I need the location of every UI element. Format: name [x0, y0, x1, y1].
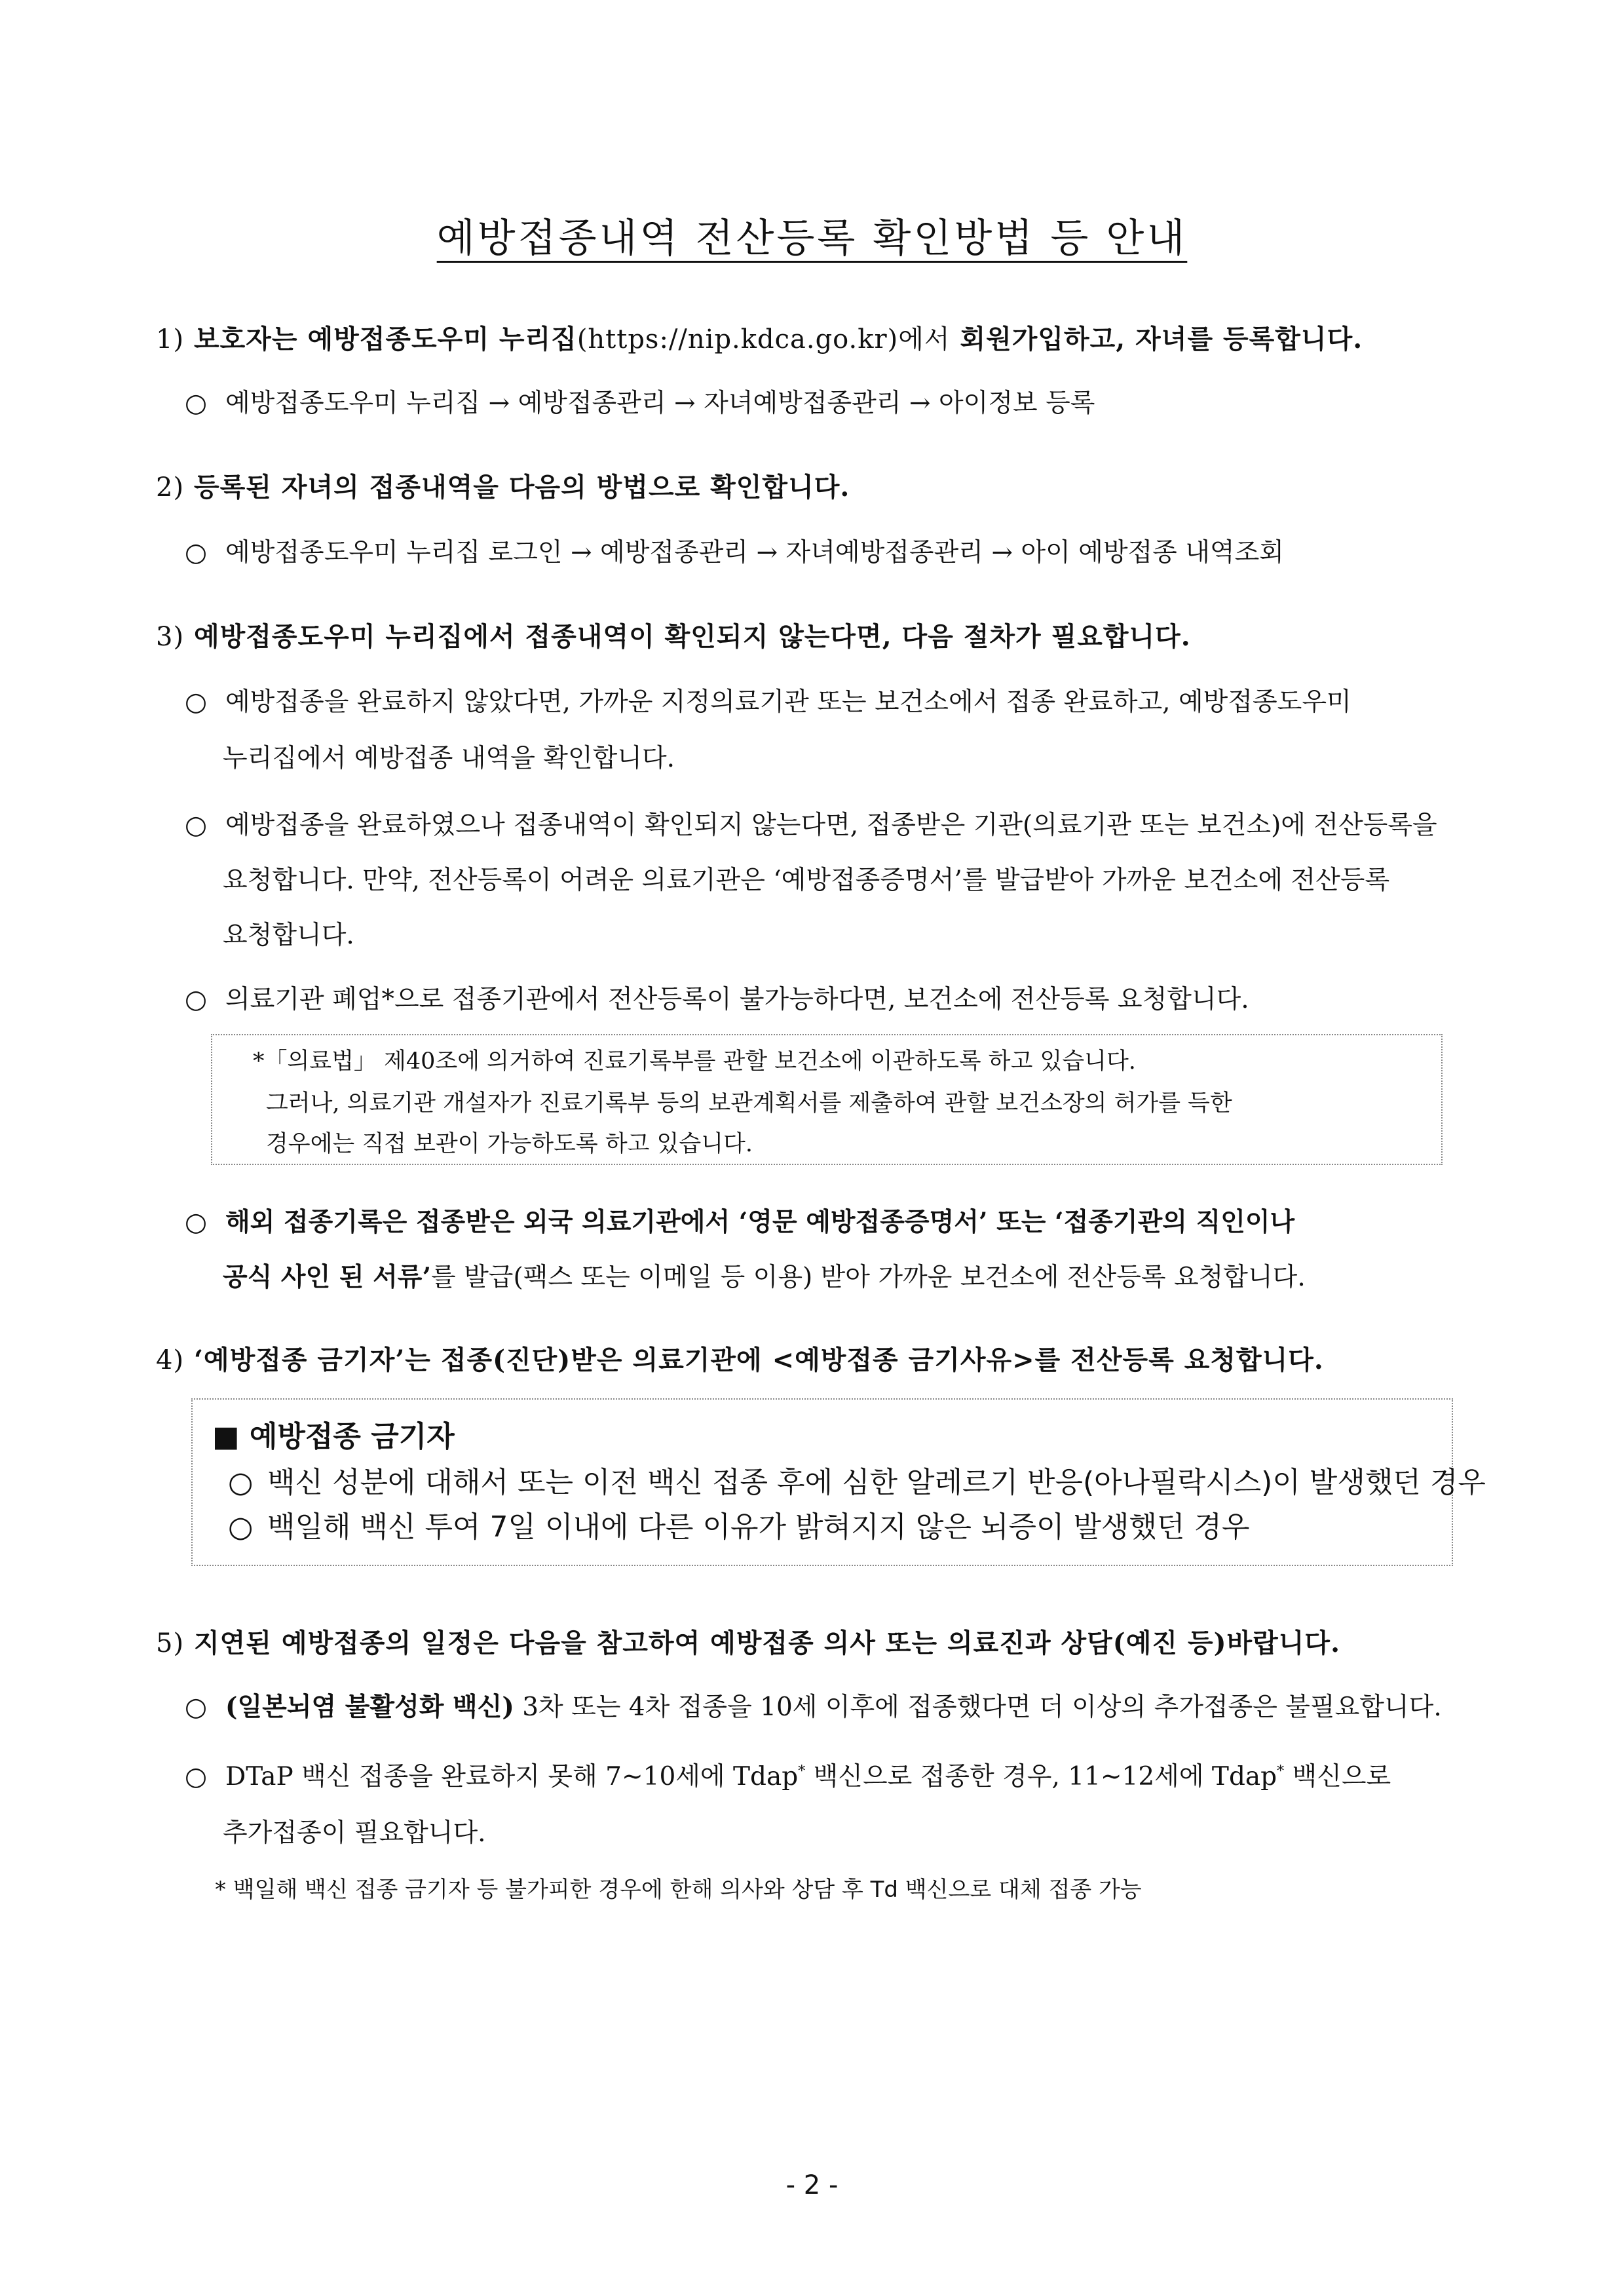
contraindication-box	[191, 1398, 1486, 1566]
list-item: ○ DTaP 백신 접종을 완료하지 못해 7~10세에 Tdap* 백신으로 접종한 경우, 11~12세에 Tdap* 백신으로	[185, 1762, 1391, 1791]
list-item-continuation: 누리집에서 예방접종 내역을 확인합니다.	[223, 744, 675, 773]
list-item-continuation: 요청합니다. 만약, 전산등록이 어려운 의료기관은 ‘예방접종증명서’를 발급받아 가까운 보건소에 전산등록	[223, 866, 1390, 895]
note-line: *「의료법」 제40조에 의거하여 진료기록부를 관할 보건소에 이관하도록 하고 있습니다.	[253, 1048, 1136, 1075]
section-1-heading: 1) 보호자는 예방접종도우미 누리집(https://nip.kdca.go.kr)에서 회원가입하고, 자녀를 등록합니다.	[156, 324, 1363, 354]
contraindication-item: ○ 백일해 백신 투여 7일 이내에 다른 이유가 밝혀지지 않은 뇌증이 발생했던 경우	[228, 1510, 1250, 1544]
list-item: ○ 예방접종을 완료하였으나 접종내역이 확인되지 않는다면, 접종받은 기관(의료기관 또는 보건소)에 전산등록을	[185, 811, 1437, 840]
list-item: ○ (일본뇌염 불활성화 백신) 3차 또는 4차 접종을 10세 이후에 접종했다면 더 이상의 추가접종은 불필요합니다.	[185, 1692, 1442, 1722]
list-item-continuation: 요청합니다.	[223, 921, 354, 950]
list-item: ○ 예방접종도우미 누리집 → 예방접종관리 → 자녀예방접종관리 → 아이정보 등록	[185, 389, 1095, 418]
list-item-continuation: 공식 사인 된 서류’를 발급(팩스 또는 이메일 등 이용) 받아 가까운 보건소에 전산등록 요청합니다.	[223, 1262, 1306, 1292]
note-line: 그러나, 의료기관 개설자가 진료기록부 등의 보관계획서를 제출하여 관할 보건소장의 허가를 득한	[266, 1090, 1232, 1117]
list-item: ○ 의료기관 폐업*으로 접종기관에서 전산등록이 불가능하다면, 보건소에 전산등록 요청합니다.	[185, 985, 1249, 1014]
footnote: * 백일해 백신 접종 금기자 등 불가피한 경우에 한해 의사와 상담 후 Td 백신으로 대체 접종 가능	[215, 1877, 1142, 1903]
site-url: (https://nip.kdca.go.kr)에서	[576, 324, 951, 354]
list-item-continuation: 추가접종이 필요합니다.	[223, 1818, 486, 1848]
section-2-heading: 2) 등록된 자녀의 접종내역을 다음의 방법으로 확인합니다.	[156, 472, 850, 503]
list-item-overseas: ○ 해외 접종기록은 접종받은 외국 의료기관에서 ‘영문 예방접종증명서’ 또는 ‘접종기관의 직인이나	[185, 1207, 1295, 1237]
contraindication-item: ○ 백신 성분에 대해서 또는 이전 백신 접종 후에 심한 알레르기 반응(아나필락시스)이 발생했던 경우	[228, 1466, 1486, 1499]
section-5-heading: 5) 지연된 예방접종의 일정은 다음을 참고하여 예방접종 의사 또는 의료진과 상담(예진 등)바랍니다.	[156, 1628, 1340, 1658]
list-item: ○ 예방접종도우미 누리집 로그인 → 예방접종관리 → 자녀예방접종관리 → 아이 예방접종 내역조회	[185, 538, 1284, 567]
note-line: 경우에는 직접 보관이 가능하도록 하고 있습니다.	[266, 1131, 753, 1157]
footnote-box	[211, 1034, 1443, 1165]
section-4-heading: 4) ‘예방접종 금기자’는 접종(진단)받은 의료기관에 <예방접종 금기사유>를 전산등록 요청합니다.	[156, 1345, 1324, 1375]
page-title: 예방접종내역 전산등록 확인방법 등 안내	[436, 216, 1188, 261]
list-item: ○ 예방접종을 완료하지 않았다면, 가까운 지정의료기관 또는 보건소에서 접종 완료하고, 예방접종도우미	[185, 687, 1351, 717]
section-3-heading: 3) 예방접종도우미 누리집에서 접종내역이 확인되지 않는다면, 다음 절차가 필요합니다.	[156, 621, 1191, 652]
contraindication-heading: ■ 예방접종 금기자	[212, 1420, 455, 1453]
page-number: - 2 -	[785, 2170, 839, 2200]
